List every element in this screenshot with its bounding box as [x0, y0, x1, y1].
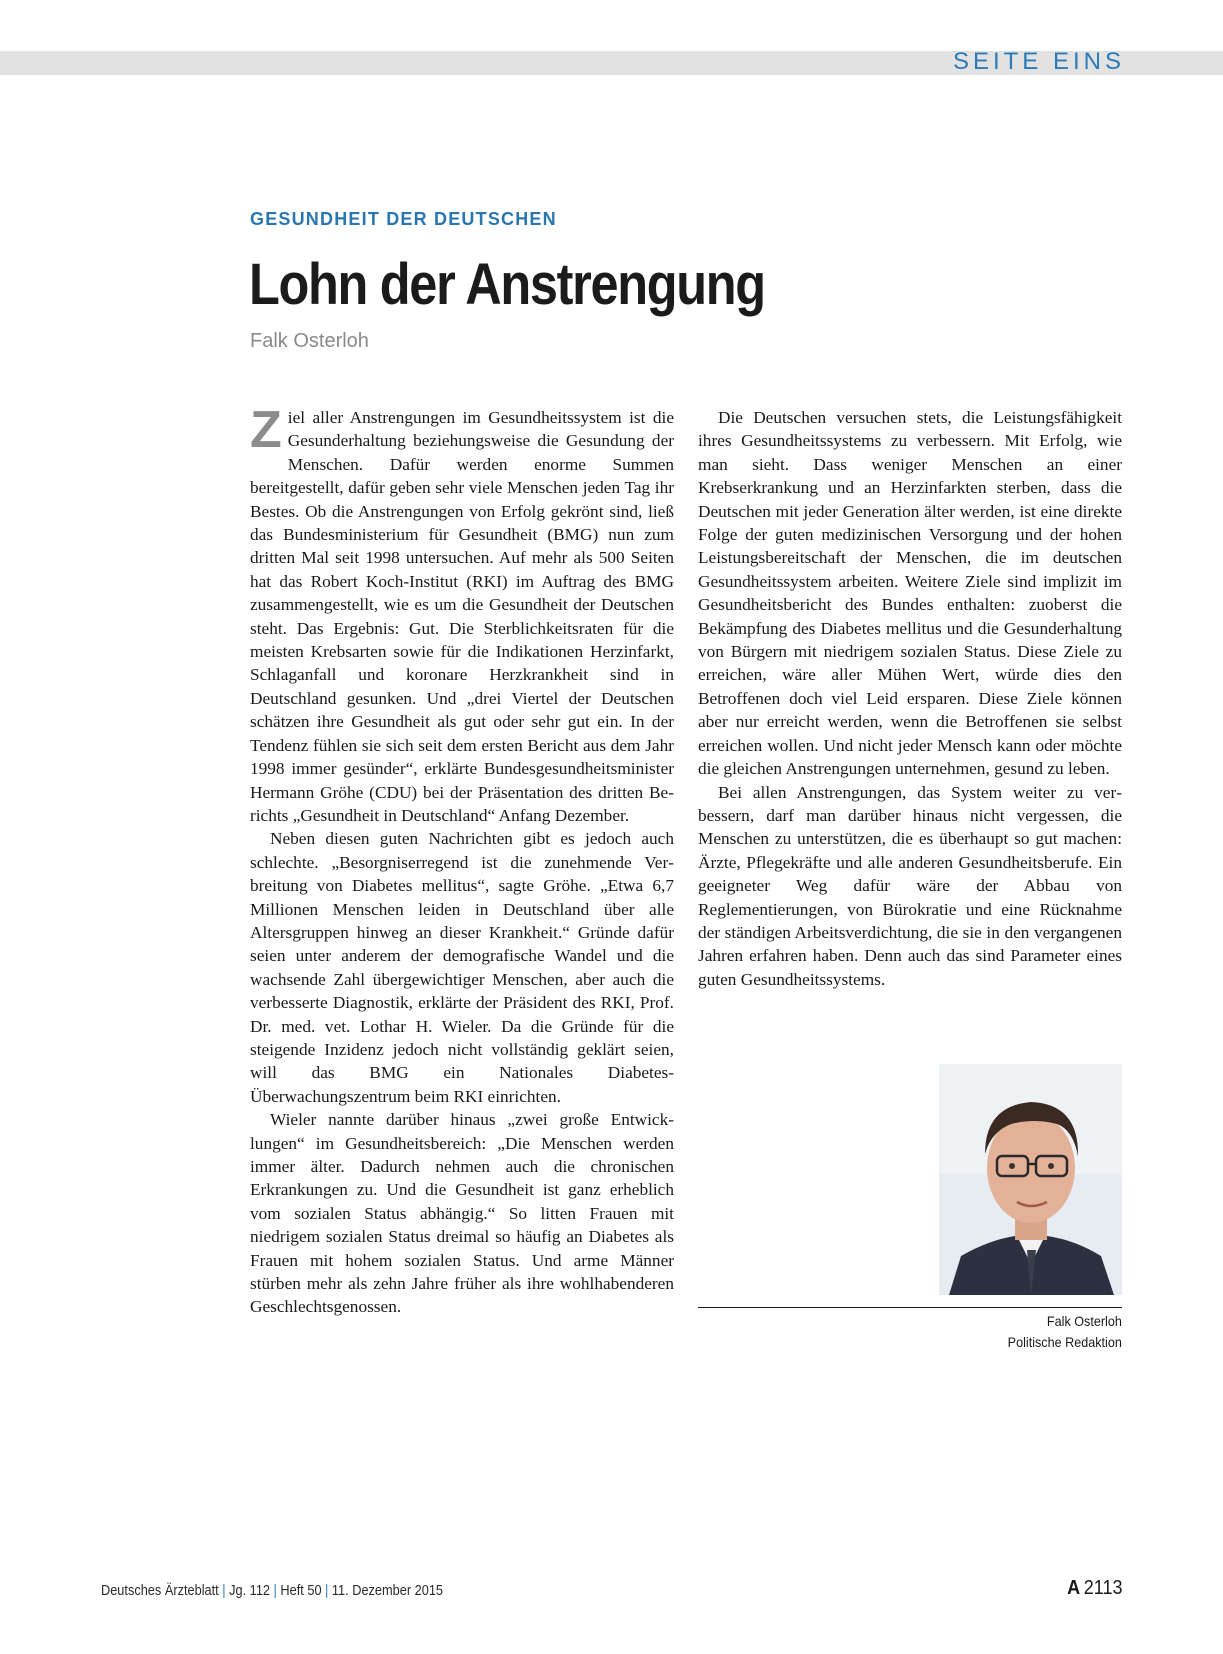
article-byline: Falk Osterloh [250, 330, 369, 352]
article-column-left [250, 401, 674, 1319]
article-kicker: GESUNDHEIT DER DEUTSCHEN [250, 209, 557, 229]
caption-divider [698, 1307, 1122, 1308]
paragraph: Bei allen Anstrengungen, das System weiter zu verbessern, darf man darüber hinaus nicht vergessen, die Menschen zu unterstützen, die es überhaupt so gut machen: Ärzte, Pflegekräfte und alle anderen Gesundheitsberufe. Ein geeigneter Weg dafür wäre der Abbau von Reglementierungen, von Bürokratie und eine Rücknahme der ständigen Arbeitsverdichtung, die sie in den vergangenen Jahren erfahren haben. Denn auch das sind Parameter eines guten Gesundheitssystems. [698, 782, 1122, 989]
author-photo [939, 1064, 1122, 1295]
footer-separator: | [222, 1583, 226, 1599]
footer-issue: Heft 50 [280, 1583, 322, 1599]
paragraph [250, 401, 674, 827]
page-prefix: A [1066, 1577, 1080, 1599]
article-column-right [698, 406, 1122, 991]
caption-department: Politische Redaktion [1007, 1334, 1122, 1350]
paragraph: Die Deutschen versuchen stets, die Leistungsfähigkeit ihres Gesundheitssystems zu verbessern. Mit Erfolg, wie man sieht. Dass weniger Menschen an einer Krebserkrankung und an Herzinfarkten sterben, dass die Deutschen mit jeder Generation älter werden, ist eine direkte Folge der guten medizinischen Versorgung und der hohen Leistungsbereitschaft der Menschen, die im deutschen Gesundheitssystem arbeiten. Weitere Ziele sind implizit im Gesundheitsbericht des Bundes enthalten: zuoberst die Bekämpfung des Diabetes mellitus und die Gesunderhaltung von Bürgern mit niedrigem sozialen Status. Diese Ziele zu erreichen, wäre aller Mühen Wert, würde dies den Betroffenen doch viel Leid ersparen. Diese Ziele können aber nur erreicht werden, wenn die Betroffenen sie selbst erreichen wollen. Und nicht jeder Mensch kann oder möchte die gleichen Anstrengungen unternehmen, gesund zu leben. [698, 408, 1122, 779]
drop-cap: Z [250, 401, 282, 459]
footer-separator: | [325, 1583, 329, 1599]
footer-publication: Deutsches Ärzteblatt [101, 1583, 219, 1599]
section-label: SEITE EINS [952, 48, 1125, 75]
page-number-value: 2113 [1083, 1577, 1122, 1599]
footer-separator: | [273, 1583, 277, 1599]
article-title: Lohn der Anstrengung [249, 252, 765, 317]
footer-date: 11. Dezember 2015 [331, 1583, 444, 1599]
paragraph: Wieler nannte darüber hinaus „zwei große Entwicklungen“ im Gesundheitsbereich: „Die Menschen werden immer älter. Dadurch nehmen auch die chronischen Erkrankungen zu. Und die Gesundheit ist ganz erheblich vom sozialen Status abhängig.“ So litten Frauen mit niedrigem sozialen Status dreimal so häufig an Diabetes als Frauen mit hohem sozialen Status. Und arme Männer stürben mehr als zehn Jahre früher als ihre wohlhabenderen Geschlechtsgenossen. [250, 1110, 674, 1317]
paragraph-text: iel aller Anstrengungen im Gesundheitssystem ist die Gesunderhaltung beziehungsweise die Gesundung der Menschen. Dafür werden enorme Summen bereitgestellt, dafür geben sehr viele Menschen jeden Tag ihr Bestes. Ob die Anstrengungen von Erfolg gekrönt sind, ließ das Bundesministerium für Gesundheit (BMG) nun zum dritten Mal seit 1998 untersuchen. Auf mehr als 500 Seiten hat das Robert Koch-Institut (RKI) im Auftrag des BMG zusammengestellt, wie es um die Gesundheit der Deutschen steht. Das Ergebnis: Gut. Die Sterblichkeitsraten für die meisten Krebsarten sowie für die Indikationen Herzinfarkt, Schlaganfall und koronare Herzkrankheit sind in Deutschland gesunken. Und „drei Viertel der Deutschen schätzen ihre Gesundheit als gut oder sehr gut ein. In der Tendenz fühlen sie sich seit dem ersten Bericht aus dem Jahr 1998 immer gesünder“, erklärte Bundesgesundheitsminister Hermann Gröhe (CDU) bei der Präsentation des dritten Berichts „Gesundheit in Deutschland“ Anfang Dezember. [250, 408, 674, 825]
page-number [1067, 1577, 1122, 1600]
footer-volume: Jg. 112 [229, 1583, 271, 1599]
paragraph: Neben diesen guten Nachrichten gibt es jedoch auch schlechte. „Besorgniserregend ist die zunehmende Verbreitung von Diabetes mellitus“, sagte Gröhe. „Etwa 6,7 Millionen Menschen leiden in Deutschland über alle Altersgruppen hinweg an dieser Krankheit.“ Gründe dafür seien unter anderem der demografische Wandel und die wachsende Zahl übergewichtiger Menschen, aber auch die verbesserte Diagnostik, erklärte der Präsident des RKI, Prof. Dr. med. vet. Lothar H. Wieler. Da die Gründe für die steigende Inzidenz jedoch nicht vollständig geklärt seien, will das BMG ein Nationales Diabetes-Überwachungszentrum beim RKI einrichten. [250, 829, 674, 1106]
page-footer [101, 1583, 443, 1599]
author-caption [1008, 1311, 1122, 1353]
author-portrait-illustration [939, 1064, 1122, 1295]
caption-name: Falk Osterloh [1047, 1313, 1122, 1329]
